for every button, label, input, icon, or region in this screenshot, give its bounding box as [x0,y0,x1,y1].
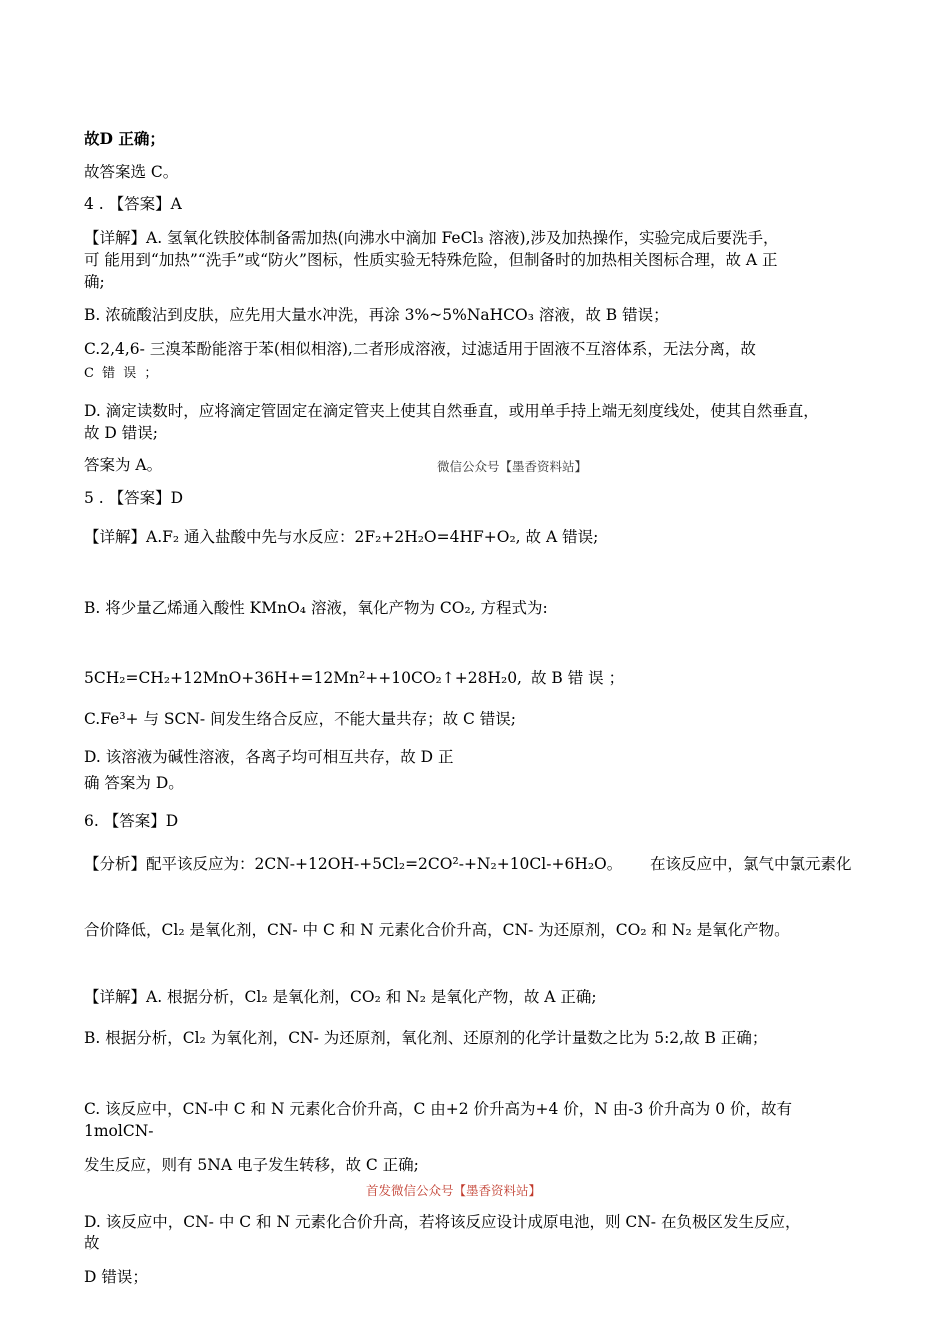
question-4-answer: 4 . 【答案】A [84,195,182,213]
text-line-4: 【详解】A. 氢氧化铁胶体制备需加热(向沸水中滴加 FeCl₃ 溶液),涉及加热操作，实验完成后要洗手， [84,229,779,247]
equation-line: 5CH₂=CH₂+12MnO+36H+=12Mn²++10CO₂↑+28H₂0, [84,669,522,687]
text-line-8: C.2,4,6- 三溴苯酚能溶于苯(相似相溶),二者形成溶液，过滤适用于固液不互溶体系，无法分离，故 [84,340,756,358]
text-line-21: 【分析】配平该反应为：2CN-+12OH-+5Cl₂=2CO²-+N₂+10Cl-+6H₂O。 [84,855,623,873]
text-line-11: 故 D 错误; [84,424,159,442]
text-line-22: 合价降低，Cl₂ 是氧化剂，CN- 中 C 和 N 元素化合价升高，CN- 为还原剂，CO₂ 和 N₂ 是氧化产物。 [84,921,790,939]
text-line-19: 确 答案为 D。 [84,774,184,792]
text-line-27: 发生反应，则有 5NA 电子发生转移，故 C 正确; [84,1156,419,1174]
text-line-28: D. 该反应中，CN- 中 C 和 N 元素化合价升高，若将该反应设计成原电池，则 CN- 在负极区发生反应， [84,1213,801,1231]
text-line-5: 可 能用到“加热”“洗手”或“防火”图标，性质实验无特殊危险，但制备时的加热相关图标合理，故 A 正 [84,251,778,269]
text-line-23: 【详解】A. 根据分析，Cl₂ 是氧化剂，CO₂ 和 N₂ 是氧化产物，故 A 正确; [84,988,597,1006]
text-line-14: 【详解】A.F₂ 通入盐酸中先与水反应：2F₂+2H₂O=4HF+O₂, 故 A 错误; [84,528,599,546]
text-line-26: 1molCN- [84,1122,154,1140]
text-line-16b: 故 B 错 误 ； [531,669,625,687]
text-line-21b: 在该反应中，氯气中氯元素化 [650,855,852,873]
text-line-15: B. 将少量乙烯通入酸性 KMnO₄ 溶液，氧化产物为 CO₂, 方程式为: [84,599,548,617]
question-5-answer: 5 . 【答案】D [84,489,184,507]
question-6-answer: 6. 【答案】D [84,812,179,830]
watermark-wechat: 微信公众号【墨香资料站】 [437,459,588,474]
text-line-1: 故D 正确； [84,129,165,148]
text-line-2: 故答案选 C。 [84,163,179,181]
text-line-10: D. 滴定读数时，应将滴定管固定在滴定管夹上使其自然垂直，或用单手持上端无刻度线处，使其自然垂直， [84,402,819,420]
text-line-6: 确; [84,273,105,291]
text-line-9: C 错 误 ； [84,366,160,381]
text-line-18: D. 该溶液为碱性溶液，各离子均可相互共存，故 D 正 [84,748,454,766]
text-line-30: D 错误； [84,1268,148,1286]
text-line-17: C.Fe³+ 与 SCN- 间发生络合反应，不能大量共存；故 C 错误; [84,710,517,728]
text-line-25: C. 该反应中，CN-中 C 和 N 元素化合价升高，C 由+2 价升高为+4 价，N 由-3 价升高为 0 价，故有 [84,1100,793,1118]
text-line-24: B. 根据分析，Cl₂ 为氧化剂，CN- 为还原剂，氧化剂、还原剂的化学计量数之比为 5:2,故 B 正确； [84,1029,768,1047]
text-line-29: 故 [84,1234,100,1252]
watermark-first-release: 首发微信公众号【墨香资料站】 [366,1183,542,1198]
text-line-7: B. 浓硫酸沾到皮肤，应先用大量水冲洗，再涂 3%~5%NaHCO₃ 溶液，故 B 错误； [84,306,669,324]
text-line-12: 答案为 A。 [84,456,163,474]
